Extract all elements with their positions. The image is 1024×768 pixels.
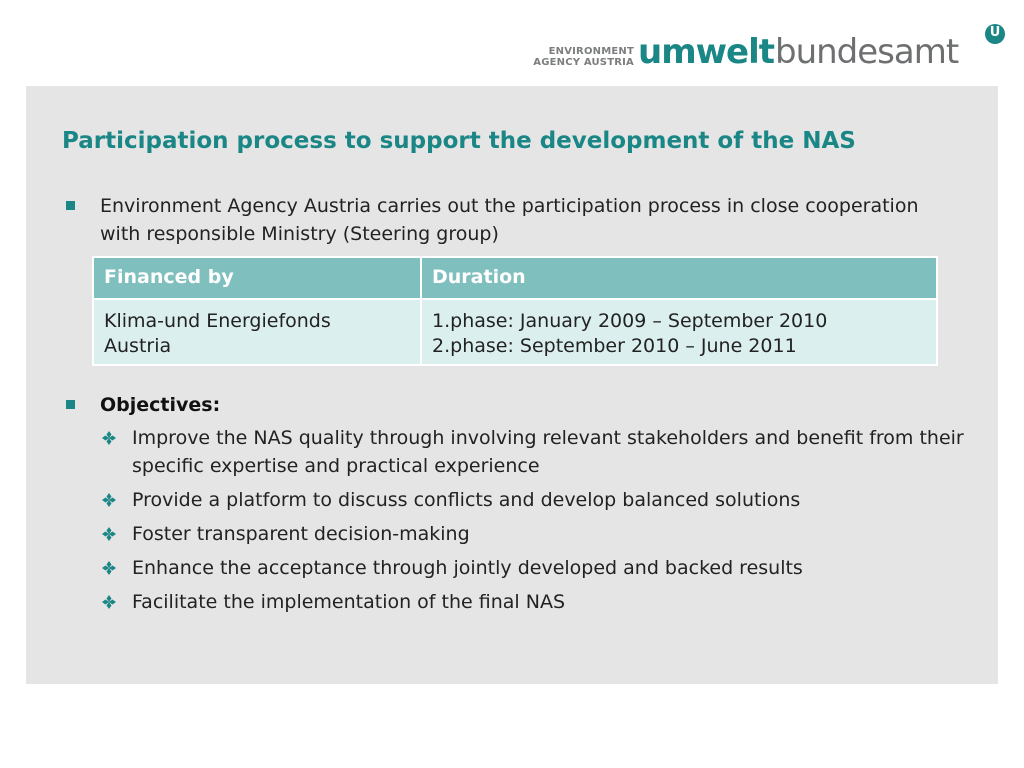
list-item: [100, 424, 970, 480]
four-diamond-bullet-icon: [102, 527, 116, 541]
slide-title: Participation process to support the development of the NAS: [62, 128, 856, 154]
table-header-financed-by: Financed by: [93, 257, 421, 299]
objective-text: Improve the NAS quality through involving relevant stakeholders and benefit from their specific expertise and practical experience: [132, 427, 964, 477]
table-cell-duration: [421, 299, 937, 365]
table-cell-financed-by: [93, 299, 421, 365]
intro-bullet-text: Environment Agency Austria carries out the participation process in close cooperation with responsible Ministry (Steering group): [100, 195, 919, 245]
logo-small-line1: ENVIRONMENT: [548, 46, 634, 57]
table-row: [93, 299, 937, 365]
objectives-heading: Objectives:: [100, 394, 221, 416]
table-header-duration: Duration: [421, 257, 937, 299]
objectives-list: [100, 424, 970, 622]
objective-text: Facilitate the implementation of the final NAS: [132, 591, 566, 613]
logo-word-bundesamt: bundesamt: [775, 32, 959, 72]
four-diamond-bullet-icon: [102, 595, 116, 609]
list-item: [100, 588, 970, 616]
four-diamond-bullet-icon: [102, 431, 116, 445]
logo-small-line2: AGENCY AUSTRIA: [533, 57, 634, 68]
financed-by-line: Klima-und Energiefonds: [104, 310, 331, 332]
u-circle-logo-icon: [985, 24, 1005, 44]
list-item: [100, 486, 970, 514]
logo-agency-text: [532, 46, 634, 68]
objective-text: Foster transparent decision-making: [132, 523, 470, 545]
square-bullet-icon: [66, 201, 75, 210]
list-item: [100, 554, 970, 582]
duration-line: 2.phase: September 2010 – June 2011: [432, 335, 797, 357]
financing-table: [92, 256, 938, 366]
logo-word-umwelt: umwelt: [638, 32, 775, 72]
logo-mark-glyph: U: [989, 25, 1001, 40]
four-diamond-bullet-icon: [102, 561, 116, 575]
list-item: [100, 520, 970, 548]
duration-line: 1.phase: January 2009 – September 2010: [432, 310, 828, 332]
objective-text: Enhance the acceptance through jointly developed and backed results: [132, 557, 803, 579]
four-diamond-bullet-icon: [102, 493, 116, 507]
table-header-row: [93, 257, 937, 299]
financed-by-line: Austria: [104, 335, 172, 357]
square-bullet-icon: [66, 400, 75, 409]
umweltbundesamt-logo: [530, 24, 1010, 74]
objective-text: Provide a platform to discuss conflicts and develop balanced solutions: [132, 489, 801, 511]
